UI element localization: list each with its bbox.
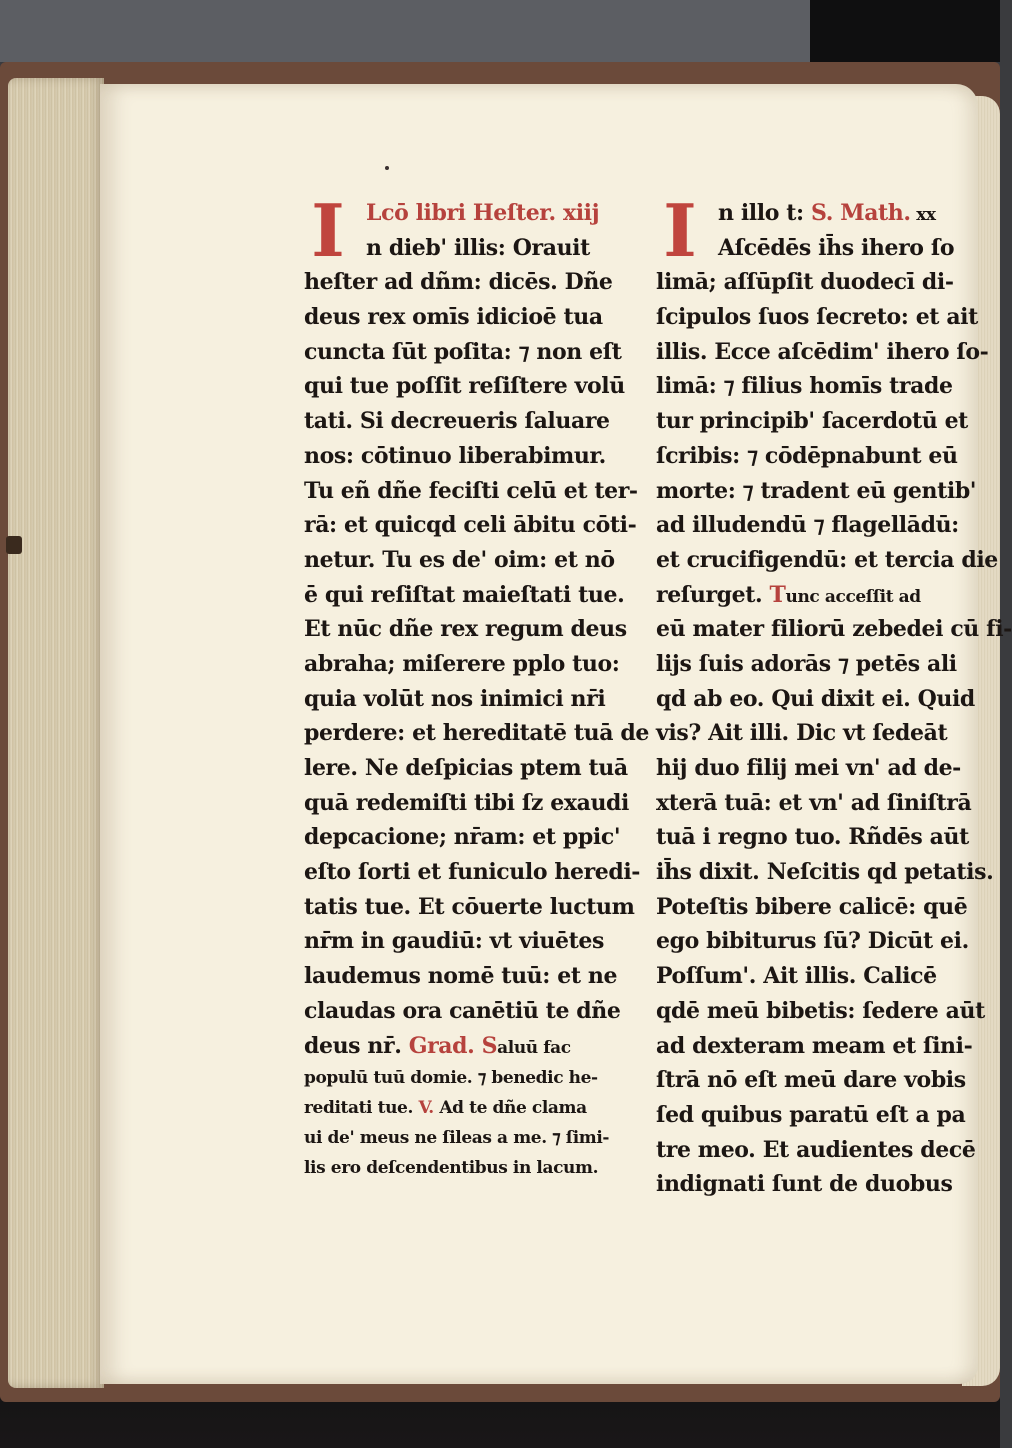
line-text: eū mater filiorū zebedei cū fi-: [656, 616, 1012, 643]
text-line: [656, 682, 975, 717]
text-line: [656, 369, 958, 404]
text-line: [656, 786, 972, 821]
text-line: [656, 335, 989, 370]
text-line: [304, 335, 622, 370]
text-line: [656, 265, 958, 300]
line-text: vis? Ait illi. Dic vt ſedeāt: [656, 720, 948, 747]
line-text: qd ab eo. Qui dixit ei. Quid: [656, 685, 975, 712]
text-line: [656, 439, 958, 474]
rubric-text: S. Math.: [811, 200, 911, 226]
rubric-text: T: [762, 581, 786, 608]
text-line: [656, 751, 961, 786]
text-line: [304, 1123, 610, 1153]
text-line: [304, 1029, 606, 1064]
text-line: [656, 1098, 966, 1133]
line-text-continuation: unc acceſſit ad: [785, 586, 921, 607]
line-text: tatis tue. Et cōuerte luctum: [304, 893, 635, 920]
text-line: [304, 1153, 606, 1183]
line-text: n dieb' illis: Orauit: [366, 234, 590, 261]
text-line: [656, 1167, 958, 1202]
line-text: deus rex omīs idicioē tua: [304, 304, 603, 331]
line-text: Et nūc dñe rex regum deus: [304, 616, 627, 643]
text-line: [656, 647, 958, 682]
text-line: [656, 612, 1012, 647]
text-line: [304, 786, 629, 821]
text-column-left: [304, 188, 649, 1183]
rubric-text: V.: [412, 1098, 440, 1119]
line-text: deus nr̄.: [304, 1032, 402, 1059]
line-text: populū tuū domie. ⁊ benedic he-: [304, 1068, 598, 1089]
line-text: qdē meū bibetis: ſedere aūt: [656, 997, 985, 1024]
line-text: quia volūt nos inimici nr̄i: [304, 685, 606, 712]
line-text: nos: cōtinuo liberabimur.: [304, 442, 606, 469]
line-text: Poteſtis bibere calicē: quē: [656, 893, 968, 920]
text-line: [656, 508, 958, 543]
text-line: [656, 1133, 976, 1168]
text-line: [304, 751, 628, 786]
text-line: [304, 994, 621, 1029]
line-text: ad illudendū ⁊ flagellādū:: [656, 512, 959, 539]
text-line: [304, 855, 641, 890]
line-text: ſcribis: ⁊ cōdēpnabunt eū: [656, 442, 958, 469]
text-line: [304, 231, 606, 266]
line-text: limā: ⁊ filius homīs trade: [656, 373, 953, 400]
line-text: claudas ora canētiū te dñe: [304, 997, 621, 1024]
text-line: [304, 647, 620, 682]
text-line: [656, 959, 958, 994]
text-line: [304, 300, 606, 335]
line-text: tre meo. Et audientes decē: [656, 1136, 976, 1163]
line-text: limā; aſſūpſit duodecī di-: [656, 269, 954, 296]
text-line: [656, 300, 978, 335]
scan-background: [0, 0, 810, 62]
text-line: [656, 1063, 966, 1098]
text-line: [656, 890, 968, 925]
line-text: lere. Ne deſpicias ptem tuā: [304, 755, 628, 781]
rubric-text: Grad. S: [401, 1032, 498, 1059]
initial-letter-left: I: [311, 188, 345, 273]
text-column-right: [656, 188, 1012, 1202]
text-line: [304, 578, 625, 613]
text-line: [304, 543, 615, 578]
line-text: ih̄s dixit. Neſcitis qd petatis.: [656, 859, 994, 886]
line-text: indignati ſunt de duobus: [656, 1171, 953, 1198]
clasp-pin: [6, 536, 22, 554]
text-line: [304, 369, 625, 404]
line-text: heſter ad dñm: dicēs. Dñe: [304, 269, 613, 296]
line-text: rā: et quicqd celi ābitu cōti-: [304, 512, 637, 539]
line-text: Aſcēdēs ih̄s ihero ſo: [718, 234, 955, 261]
line-text: Lcō libri Heſter. xiij: [366, 200, 600, 226]
text-line: [304, 404, 610, 439]
line-text: ad dexteram meam et ſini-: [656, 1032, 973, 1059]
line-text: xterā tuā: et vn' ad ſiniſtrā: [656, 789, 972, 816]
line-text-continuation: xx: [910, 205, 936, 225]
line-text: ſcipulos ſuos ſecreto: et ait: [656, 304, 978, 331]
line-text: abraha; miſerere pplo tuo:: [304, 650, 620, 677]
line-text: quā redemiſti tibi ſz exaudi: [304, 789, 629, 816]
text-line: [656, 404, 968, 439]
text-line: [656, 820, 969, 855]
scan-background-dark: [810, 0, 1000, 62]
line-text: tati. Si decreueris ſaluare: [304, 408, 610, 435]
line-text: ſed quibus paratū eſt a pa: [656, 1101, 966, 1128]
line-text-continuation: aluū fac: [497, 1037, 571, 1058]
line-text: laudemus nomē tuū: et ne: [304, 963, 618, 990]
line-text: illis. Ecce aſcēdim' ihero ſo-: [656, 338, 989, 365]
line-text: tur principib' ſacerdotū et: [656, 408, 968, 435]
line-text: lis ero deſcendentibus in lacum.: [304, 1158, 599, 1179]
text-line: [656, 716, 958, 751]
line-text: reſurget.: [656, 581, 763, 608]
line-text: eſto ſorti et funiculo heredi-: [304, 859, 641, 886]
line-text: qui tue poſſit reſiſtere volū: [304, 373, 625, 400]
text-line: [656, 1029, 973, 1064]
text-line: [304, 716, 649, 751]
text-line: [304, 196, 606, 231]
text-line: [304, 820, 621, 855]
line-text: netur. Tu es de' oim: et nō: [304, 546, 615, 573]
text-line: [304, 508, 637, 543]
ink-dot: [385, 166, 389, 170]
text-line: [656, 196, 958, 231]
text-line: [304, 1063, 606, 1093]
line-text: n illo t:: [718, 200, 812, 226]
line-text: ē qui reſiſtat maieſtati tue.: [304, 581, 625, 608]
line-text: nr̄m in gaudiū: vt viuētes: [304, 928, 604, 955]
text-line: [656, 231, 958, 266]
line-text: Tu eñ dñe feciſti celū et ter-: [304, 477, 638, 504]
text-line: [656, 855, 994, 890]
line-text: reditati tue.: [304, 1098, 413, 1119]
line-text: depcacione; nr̄am: et ppic': [304, 824, 621, 851]
line-text-continuation: Ad te dñe clama: [439, 1098, 587, 1119]
text-line: [304, 890, 635, 925]
line-text: lijs ſuis adorās ⁊ petēs ali: [656, 650, 957, 677]
line-text: ui de' meus ne ſileas a me. ⁊ ſimi-: [304, 1128, 610, 1149]
text-line: [656, 543, 998, 578]
line-text: ſtrā nō eſt meū dare vobis: [656, 1067, 966, 1094]
text-line: [304, 682, 606, 717]
line-text: Poſſum'. Ait illis. Calicē: [656, 963, 937, 990]
text-line: [304, 474, 638, 509]
line-text: ego bibiturus ſū? Dicūt ei.: [656, 928, 969, 955]
line-text: perdere: et hereditatē tuā de: [304, 720, 649, 747]
text-line: [656, 994, 985, 1029]
text-line: [304, 924, 606, 959]
text-line: [304, 439, 606, 474]
text-line: [304, 959, 618, 994]
line-text: tuā i regno tuo. Rñdēs aūt: [656, 824, 969, 851]
text-line: [656, 924, 969, 959]
line-text: et crucifigendū: et tercia die: [656, 546, 998, 573]
text-line: [304, 265, 613, 300]
text-line: [304, 1093, 606, 1123]
text-line: [656, 474, 977, 509]
text-line: [656, 578, 958, 613]
line-text: hij duo filij mei vn' ad de-: [656, 755, 961, 781]
line-text: cuncta ſūt poſita: ⁊ non eſt: [304, 338, 622, 365]
page-block-edges: [8, 78, 104, 1388]
text-line: [304, 612, 627, 647]
initial-letter-right: I: [663, 188, 697, 273]
line-text: morte: ⁊ tradent eū gentib': [656, 477, 977, 504]
